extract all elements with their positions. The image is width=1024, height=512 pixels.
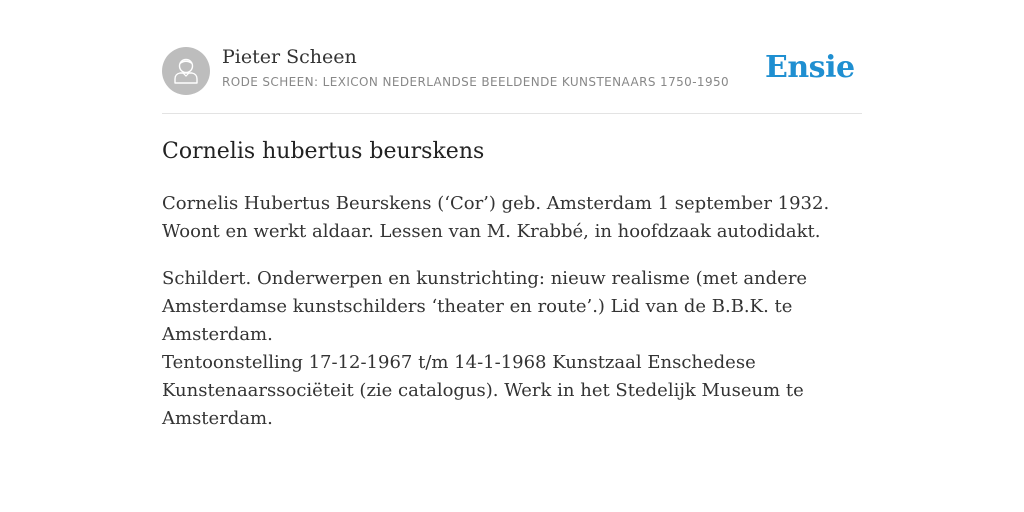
author-header [162, 45, 862, 97]
header-divider [162, 113, 862, 114]
author-name[interactable]: Pieter Scheen [222, 46, 357, 68]
article-card [162, 0, 862, 512]
user-outline-icon [162, 47, 210, 95]
ensie-logo[interactable]: Ensie [765, 50, 855, 85]
source-label[interactable]: RODE SCHEEN: LEXICON NEDERLANDSE BEELDENDE KUNSTENAARS 1750-1950 [222, 75, 730, 89]
article-paragraph: Schildert. Onderwerpen en kunstrichting: nieuw realisme (met andere Amsterdamse kunstschilders ‘theater en route’.) Lid van de B.B.K. te Amsterdam. [162, 268, 808, 345]
user-avatar-icon [162, 47, 210, 95]
article-title: Cornelis hubertus beurskens [162, 139, 485, 164]
article-paragraph: Tentoonstelling 17-12-1967 t/m 14-1-1968 Kunstzaal Enschedese Kunstenaarssociëteit (zie catalogus). Werk in het Stedelijk Museum te Amsterdam. [162, 352, 804, 429]
article-paragraph: Cornelis Hubertus Beurskens (‘Cor’) geb. Amsterdam 1 september 1932. Woont en werkt aldaar. Lessen van M. Krabbé, in hoofdzaak autodidakt. [162, 193, 830, 242]
